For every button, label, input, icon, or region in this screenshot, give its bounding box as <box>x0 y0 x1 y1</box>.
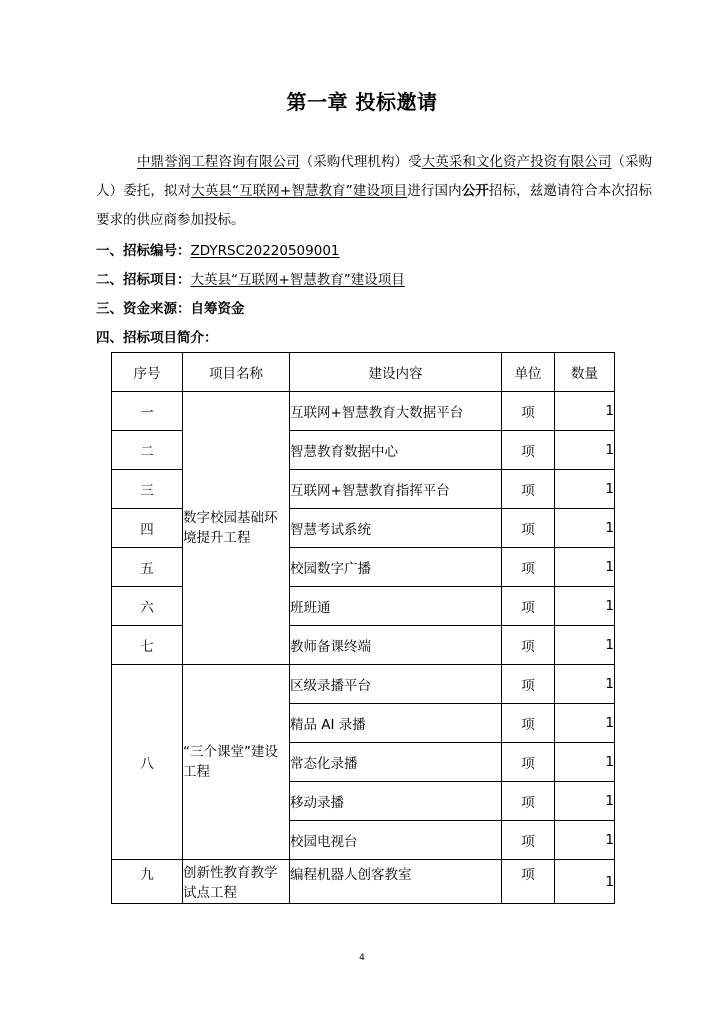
row-content: 互联网+智慧教育指挥平台 <box>290 470 502 509</box>
row-qty: 1 <box>555 704 615 743</box>
table-row <box>112 665 615 704</box>
row-content: 智慧考试系统 <box>290 509 502 548</box>
group-name: “三个课堂”建设工程 <box>183 665 290 860</box>
header-project-name: 项目名称 <box>183 353 290 392</box>
row-unit: 项 <box>502 665 555 704</box>
row-content: 常态化录播 <box>290 743 502 782</box>
tender-project <box>96 268 405 288</box>
row-unit: 项 <box>502 626 555 665</box>
row-qty: 1 <box>555 431 615 470</box>
row-seq: 九 <box>112 860 183 904</box>
row-seq: 七 <box>112 626 183 665</box>
row-content: 班班通 <box>290 587 502 626</box>
group-name: 创新性教育教学试点工程 <box>183 860 290 904</box>
row-seq: 一 <box>112 392 183 431</box>
row-content: 区级录播平台 <box>290 665 502 704</box>
row-qty: 1 <box>555 470 615 509</box>
tender-number-value: ZDYRSC20220509001 <box>190 243 340 259</box>
project-table <box>111 352 615 904</box>
row-content: 移动录播 <box>290 782 502 821</box>
agency-role: （采购代理机构）受 <box>299 154 422 170</box>
row-qty: 1 <box>555 665 615 704</box>
row-qty: 1 <box>555 743 615 782</box>
row-qty: 1 <box>555 392 615 431</box>
row-qty: 1 <box>555 860 615 904</box>
tender-project-label: 二、招标项目： <box>96 272 191 288</box>
row-qty: 1 <box>555 509 615 548</box>
row-content: 校园数字广播 <box>290 548 502 587</box>
intro-text-b: 招标，兹邀请符合本次招标要求的供应商参加投标。 <box>96 183 653 228</box>
row-unit: 项 <box>502 782 555 821</box>
fund-source-value: 自筹资金 <box>190 301 245 317</box>
table-row <box>112 860 615 904</box>
row-qty: 1 <box>555 821 615 860</box>
row-content: 智慧教育数据中心 <box>290 431 502 470</box>
header-content: 建设内容 <box>290 353 502 392</box>
row-seq: 三 <box>112 470 183 509</box>
row-content: 教师备课终端 <box>290 626 502 665</box>
row-content: 校园电视台 <box>290 821 502 860</box>
row-unit: 项 <box>502 743 555 782</box>
row-seq: 八 <box>112 665 183 860</box>
row-content: 编程机器人创客教室 <box>290 860 502 904</box>
row-unit: 项 <box>502 548 555 587</box>
row-unit: 项 <box>502 704 555 743</box>
tender-project-value: 大英县“互联网+智慧教育”建设项目 <box>190 272 405 288</box>
row-unit: 项 <box>502 587 555 626</box>
tender-number <box>96 239 340 259</box>
header-seq: 序号 <box>112 353 183 392</box>
row-content: 互联网+智慧教育大数据平台 <box>290 392 502 431</box>
fund-source-label: 三、资金来源： <box>96 301 191 317</box>
row-unit: 项 <box>502 509 555 548</box>
row-qty: 1 <box>555 587 615 626</box>
header-qty: 数量 <box>555 353 615 392</box>
row-content: 精品 AI 录播 <box>290 704 502 743</box>
tender-number-label: 一、招标编号： <box>96 243 191 259</box>
procurement-method: 公开 <box>461 183 489 199</box>
row-unit: 项 <box>502 392 555 431</box>
intro-paragraph <box>96 148 652 235</box>
row-seq: 四 <box>112 509 183 548</box>
group-name: 数字校园基础环境提升工程 <box>183 392 290 665</box>
row-qty: 1 <box>555 626 615 665</box>
chapter-title: 第一章 投标邀请 <box>286 90 438 114</box>
row-unit: 项 <box>502 860 555 904</box>
project-name-inline: 大英县“互联网+智慧教育”建设项目 <box>191 183 408 199</box>
header-unit: 单位 <box>502 353 555 392</box>
table-row <box>112 392 615 431</box>
row-unit: 项 <box>502 470 555 509</box>
buyer-name: 大英采和文化资产投资有限公司 <box>421 154 612 170</box>
row-seq: 六 <box>112 587 183 626</box>
fund-source <box>96 297 245 317</box>
row-qty: 1 <box>555 548 615 587</box>
row-qty: 1 <box>555 782 615 821</box>
row-seq: 二 <box>112 431 183 470</box>
intro-text-a: 进行国内 <box>407 183 462 199</box>
page-number: 4 <box>359 953 365 963</box>
row-unit: 项 <box>502 821 555 860</box>
row-seq: 五 <box>112 548 183 587</box>
table-header-row <box>112 353 615 392</box>
agency-name: 中鼎誉润工程咨询有限公司 <box>137 154 300 170</box>
buyer-role: （采购人）委托，拟对 <box>96 154 653 199</box>
row-unit: 项 <box>502 431 555 470</box>
project-intro-label: 四、招标项目简介： <box>96 330 218 346</box>
project-intro-heading <box>96 326 218 346</box>
